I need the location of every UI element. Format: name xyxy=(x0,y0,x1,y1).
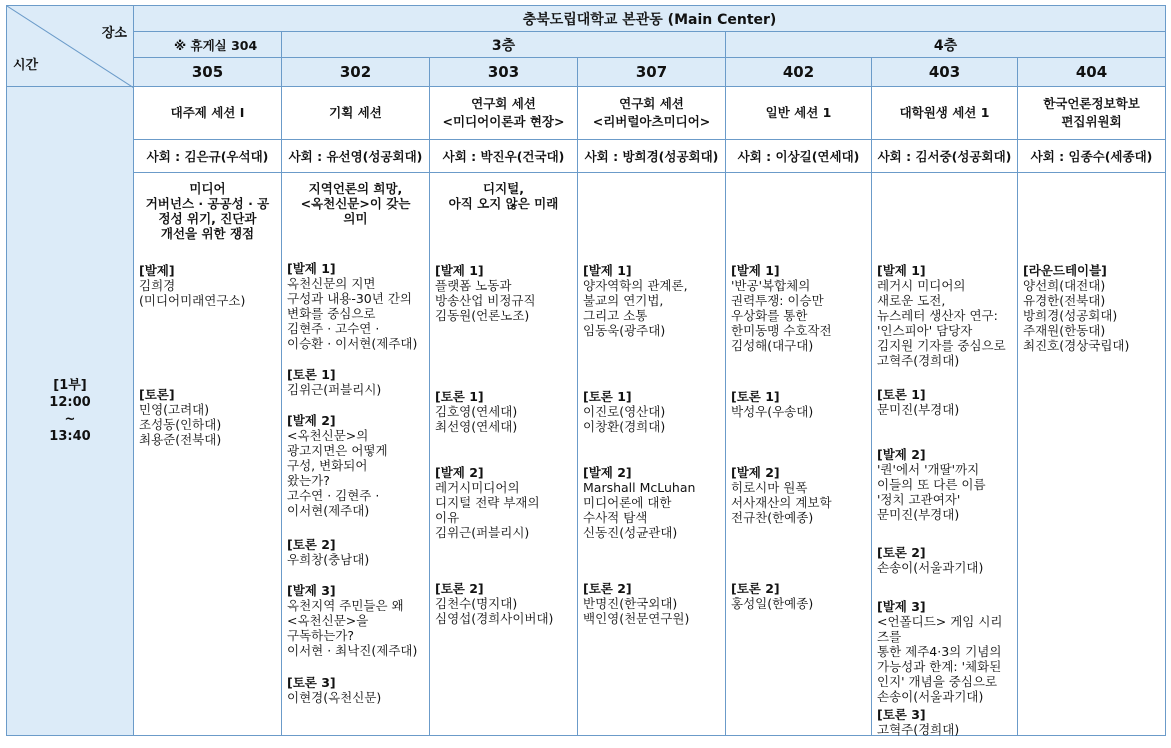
session-title-line: 연구회 세션 xyxy=(619,96,684,111)
time-slot xyxy=(7,87,134,736)
presentation-block xyxy=(435,465,573,540)
session-theme-line: 거버넌스 · 공공성 · 공 xyxy=(145,196,270,211)
presentation-block xyxy=(731,581,867,611)
session-chair: 사회 : 유선영(성공회대) xyxy=(282,140,429,173)
session-title xyxy=(282,87,429,140)
block-line: 양자역학의 관계론, xyxy=(583,278,688,293)
session-theme-line: 지역언론의 희망, xyxy=(308,181,403,196)
corner-diagonal xyxy=(7,6,134,88)
block-line: 히로시마 원폭 xyxy=(731,480,808,495)
block-role: [발제 2] xyxy=(287,413,336,428)
session-title xyxy=(134,87,281,140)
block-role: [토론 1] xyxy=(287,367,336,382)
room-305: 305 xyxy=(134,58,282,87)
presentation-block xyxy=(731,389,867,419)
presentation-block xyxy=(287,537,425,567)
session-chair: 사회 : 방희경(성공회대) xyxy=(578,140,725,173)
block-line: 김위근(퍼블리시) xyxy=(435,525,530,540)
time-end: 13:40 xyxy=(49,429,91,444)
block-line: 옥천신문의 지면 xyxy=(287,276,376,291)
block-line: 우희창(충남대) xyxy=(287,552,370,567)
block-line: 김지원 기자를 중심으로 xyxy=(877,338,1006,353)
room-402: 402 xyxy=(726,58,872,87)
block-line: 불교의 연기법, xyxy=(583,293,664,308)
block-role: [토론 2] xyxy=(287,537,336,552)
session-theme xyxy=(134,173,281,241)
session-title-line: 대주제 세션 Ⅰ xyxy=(170,105,245,120)
room-404: 404 xyxy=(1018,58,1166,87)
presentation-block xyxy=(877,263,1013,368)
floor-4: 4층 xyxy=(726,32,1166,58)
room-307: 307 xyxy=(578,58,726,87)
session-cell-302 xyxy=(282,87,430,736)
block-line: '반공'복합체의 xyxy=(731,278,811,293)
time-part: [1부] xyxy=(53,378,87,393)
floor-3: 3층 xyxy=(282,32,726,58)
block-line: 문미진(부경대) xyxy=(877,507,960,522)
session-title xyxy=(726,87,871,140)
time-label: 시간 xyxy=(13,58,39,73)
session-theme-line: 의미 xyxy=(343,211,368,226)
session-title-line: <미디어이론과 현장> xyxy=(442,114,565,129)
session-theme xyxy=(282,173,429,226)
session-title-line: <리버럴아츠미디어> xyxy=(592,114,711,129)
presentation-block xyxy=(287,675,425,705)
block-line: 그리고 소통 xyxy=(583,308,648,323)
block-line: 한미동맹 수호작전 xyxy=(731,323,832,338)
session-chair: 사회 : 임종수(세종대) xyxy=(1018,140,1165,173)
block-line: 전규찬(한예종) xyxy=(731,510,814,525)
presentation-block xyxy=(731,465,867,525)
corner-header xyxy=(7,6,134,87)
session-cell-404 xyxy=(1018,87,1166,736)
block-role: [발제 2] xyxy=(877,447,926,462)
session-title xyxy=(430,87,577,140)
presentation-block xyxy=(435,263,573,323)
session-theme-line: 아직 오지 않은 미래 xyxy=(448,196,559,211)
block-line: 구성, 변화되어 xyxy=(287,458,368,473)
session-cell-305 xyxy=(134,87,282,736)
block-line: 레거시미디어의 xyxy=(435,480,520,495)
block-line: 뉴스레터 생산자 연구: xyxy=(877,308,998,323)
block-line: '퀀'에서 '개딸'까지 xyxy=(877,462,980,477)
block-line: 서사재산의 계보학 xyxy=(731,495,832,510)
block-line: 심영섭(경희사이버대) xyxy=(435,611,554,626)
block-line: '정치 고관여자' xyxy=(877,492,961,507)
block-line: 백인영(천문연구원) xyxy=(583,611,690,626)
session-title-line: 편집위원회 xyxy=(1061,114,1122,129)
block-line: 양선희(대전대) xyxy=(1023,278,1106,293)
session-chair: 사회 : 박진우(건국대) xyxy=(430,140,577,173)
venue-title: 충북도립대학교 본관동 (Main Center) xyxy=(134,6,1166,32)
presentation-block xyxy=(877,545,1013,575)
block-line: 최진호(경상국립대) xyxy=(1023,338,1130,353)
block-line: 방송산업 비정규직 xyxy=(435,293,536,308)
session-theme-line: 정성 위기, 진단과 xyxy=(158,211,257,226)
presentation-block xyxy=(583,263,721,338)
session-title-line: 대학원생 세션 1 xyxy=(899,105,990,120)
block-line: 유경한(전북대) xyxy=(1023,293,1106,308)
session-theme-line: 디지털, xyxy=(483,181,524,196)
presentation-block xyxy=(877,707,1013,737)
block-line: 임동욱(광주대) xyxy=(583,323,666,338)
block-role: [토론 1] xyxy=(877,387,926,402)
session-theme-line: <옥천신문>이 갖는 xyxy=(300,196,411,211)
presentation-block xyxy=(287,583,425,658)
block-line: 반명진(한국외대) xyxy=(583,596,678,611)
session-row xyxy=(7,87,1166,736)
presentation-block xyxy=(139,263,277,308)
block-role: [토론 1] xyxy=(731,389,780,404)
session-cell-303 xyxy=(430,87,578,736)
block-line: 가능성과 한계: '체화된 xyxy=(877,659,1002,674)
block-line: 이서현 · 최낙진(제주대) xyxy=(287,643,418,658)
block-line: 신동진(성균관대) xyxy=(583,525,678,540)
time-start: 12:00 xyxy=(49,395,91,410)
block-line: 구성과 내용-30년 간의 xyxy=(287,291,412,306)
block-line: 방희경(성공회대) xyxy=(1023,308,1118,323)
block-role: [토론 1] xyxy=(583,389,632,404)
room-row xyxy=(7,58,1166,87)
block-role: [토론] xyxy=(139,387,175,402)
session-cell-402 xyxy=(726,87,872,736)
block-line: 레거시 미디어의 xyxy=(877,278,966,293)
block-line: 플랫폼 노동과 xyxy=(435,278,512,293)
presentation-block xyxy=(139,387,277,447)
venue-row xyxy=(7,6,1166,32)
block-role: [발제 3] xyxy=(287,583,336,598)
block-line: 새로운 도전, xyxy=(877,293,946,308)
block-role: [발제 1] xyxy=(583,263,632,278)
block-line: 왔는가? xyxy=(287,473,330,488)
session-chair: 사회 : 김은규(우석대) xyxy=(134,140,281,173)
block-line: 인지' 개념을 중심으로 xyxy=(877,674,998,689)
session-title-line: 기획 세션 xyxy=(329,105,382,120)
presentation-block xyxy=(583,389,721,434)
session-chair: 사회 : 이상길(연세대) xyxy=(726,140,871,173)
block-line: (미디어미래연구소) xyxy=(139,293,246,308)
block-line: 홍성일(한예종) xyxy=(731,596,814,611)
block-line: 미디어론에 대한 xyxy=(583,495,672,510)
presentation-block xyxy=(1023,263,1161,353)
block-role: [토론 3] xyxy=(877,707,926,722)
block-line: 변화를 중심으로 xyxy=(287,306,376,321)
presentation-block xyxy=(287,261,425,351)
block-line: 이진로(영산대) xyxy=(583,404,666,419)
presentation-block xyxy=(435,581,573,626)
block-line: 이현경(옥천신문) xyxy=(287,690,382,705)
block-role: [발제 1] xyxy=(287,261,336,276)
block-role: [발제 1] xyxy=(731,263,780,278)
block-line: 민영(고려대) xyxy=(139,402,210,417)
session-cell-403 xyxy=(872,87,1018,736)
block-line: 김호영(연세대) xyxy=(435,404,518,419)
schedule-table xyxy=(6,5,1166,736)
session-theme-line: 미디어 xyxy=(189,181,226,196)
block-line: 최선영(연세대) xyxy=(435,419,518,434)
session-title-line: 일반 세션 1 xyxy=(765,105,832,120)
block-line: 김희경 xyxy=(139,278,176,293)
room-403: 403 xyxy=(872,58,1018,87)
block-line: 옥천지역 주민들은 왜 xyxy=(287,598,404,613)
floor-row xyxy=(7,32,1166,58)
time-sep: ~ xyxy=(64,412,76,427)
block-line: 박성우(우송대) xyxy=(731,404,814,419)
block-line: 최용준(전북대) xyxy=(139,432,222,447)
block-line: <옥천신문>을 xyxy=(287,613,369,628)
block-line: 이서현(제주대) xyxy=(287,503,370,518)
room-303: 303 xyxy=(430,58,578,87)
block-role: [토론 3] xyxy=(287,675,336,690)
block-role: [발제 1] xyxy=(877,263,926,278)
block-role: [라운드테이블] xyxy=(1023,263,1107,278)
block-line: 디지털 전략 부재의 xyxy=(435,495,540,510)
block-line: 손송이(서울과기대) xyxy=(877,560,984,575)
presentation-block xyxy=(435,389,573,434)
block-role: [발제 2] xyxy=(583,465,632,480)
block-role: [발제 3] xyxy=(877,599,926,614)
block-line: 통한 제주4·3의 기념의 xyxy=(877,644,1002,659)
block-line: 권력투쟁: 이승만 xyxy=(731,293,824,308)
session-title-line: 연구회 세션 xyxy=(471,96,536,111)
presentation-block xyxy=(877,599,1013,704)
block-line: 김현주 · 고수연 · xyxy=(287,321,380,336)
block-line: 주재원(한동대) xyxy=(1023,323,1106,338)
presentation-block xyxy=(877,387,1013,417)
block-line: 김동원(언론노조) xyxy=(435,308,530,323)
lounge-note: ※ 휴게실 304 xyxy=(134,32,282,58)
block-role: [발제 2] xyxy=(731,465,780,480)
block-line: 고수연 · 김현주 · xyxy=(287,488,380,503)
block-line: <언폴디드> 게임 시리즈를 xyxy=(877,614,1003,644)
block-role: [토론 2] xyxy=(583,581,632,596)
block-line: <옥천신문>의 xyxy=(287,428,369,443)
session-title xyxy=(578,87,725,140)
block-line: Marshall McLuhan xyxy=(583,480,696,495)
block-line: '인스피아' 담당자 xyxy=(877,323,973,338)
presentation-block xyxy=(877,447,1013,522)
block-line: 조성동(인하대) xyxy=(139,417,222,432)
schedule-table-wrapper xyxy=(6,5,1165,743)
block-line: 우상화를 통한 xyxy=(731,308,808,323)
block-line: 김성해(대구대) xyxy=(731,338,814,353)
session-theme-line: 개선을 위한 쟁점 xyxy=(160,226,255,241)
block-role: [발제] xyxy=(139,263,175,278)
block-line: 이승환 · 이서현(제주대) xyxy=(287,336,418,351)
session-title xyxy=(1018,87,1165,140)
block-line: 이창환(경희대) xyxy=(583,419,666,434)
presentation-block xyxy=(731,263,867,353)
block-line: 이유 xyxy=(435,510,460,525)
session-cell-307 xyxy=(578,87,726,736)
block-line: 고혁주(경희대) xyxy=(877,722,960,737)
block-line: 고혁주(경희대) xyxy=(877,353,960,368)
session-chair: 사회 : 김서중(성공회대) xyxy=(872,140,1017,173)
presentation-block xyxy=(583,465,721,540)
place-label: 장소 xyxy=(101,26,127,41)
room-302: 302 xyxy=(282,58,430,87)
block-line: 문미진(부경대) xyxy=(877,402,960,417)
session-title-line: 한국언론정보학보 xyxy=(1043,96,1140,111)
session-title xyxy=(872,87,1017,140)
block-role: [발제 1] xyxy=(435,263,484,278)
block-role: [토론 2] xyxy=(877,545,926,560)
block-line: 수사적 탐색 xyxy=(583,510,648,525)
block-line: 손송이(서울과기대) xyxy=(877,689,984,704)
block-line: 김천수(명지대) xyxy=(435,596,518,611)
presentation-block xyxy=(287,367,425,397)
block-line: 김위근(퍼블리시) xyxy=(287,382,382,397)
block-role: [발제 2] xyxy=(435,465,484,480)
block-line: 이들의 또 다른 이름 xyxy=(877,477,986,492)
block-line: 구독하는가? xyxy=(287,628,355,643)
session-theme xyxy=(430,173,577,211)
block-role: [토론 2] xyxy=(435,581,484,596)
presentation-block xyxy=(583,581,721,626)
block-role: [토론 2] xyxy=(731,581,780,596)
block-line: 광고지면은 어떻게 xyxy=(287,443,388,458)
block-role: [토론 1] xyxy=(435,389,484,404)
presentation-block xyxy=(287,413,425,518)
